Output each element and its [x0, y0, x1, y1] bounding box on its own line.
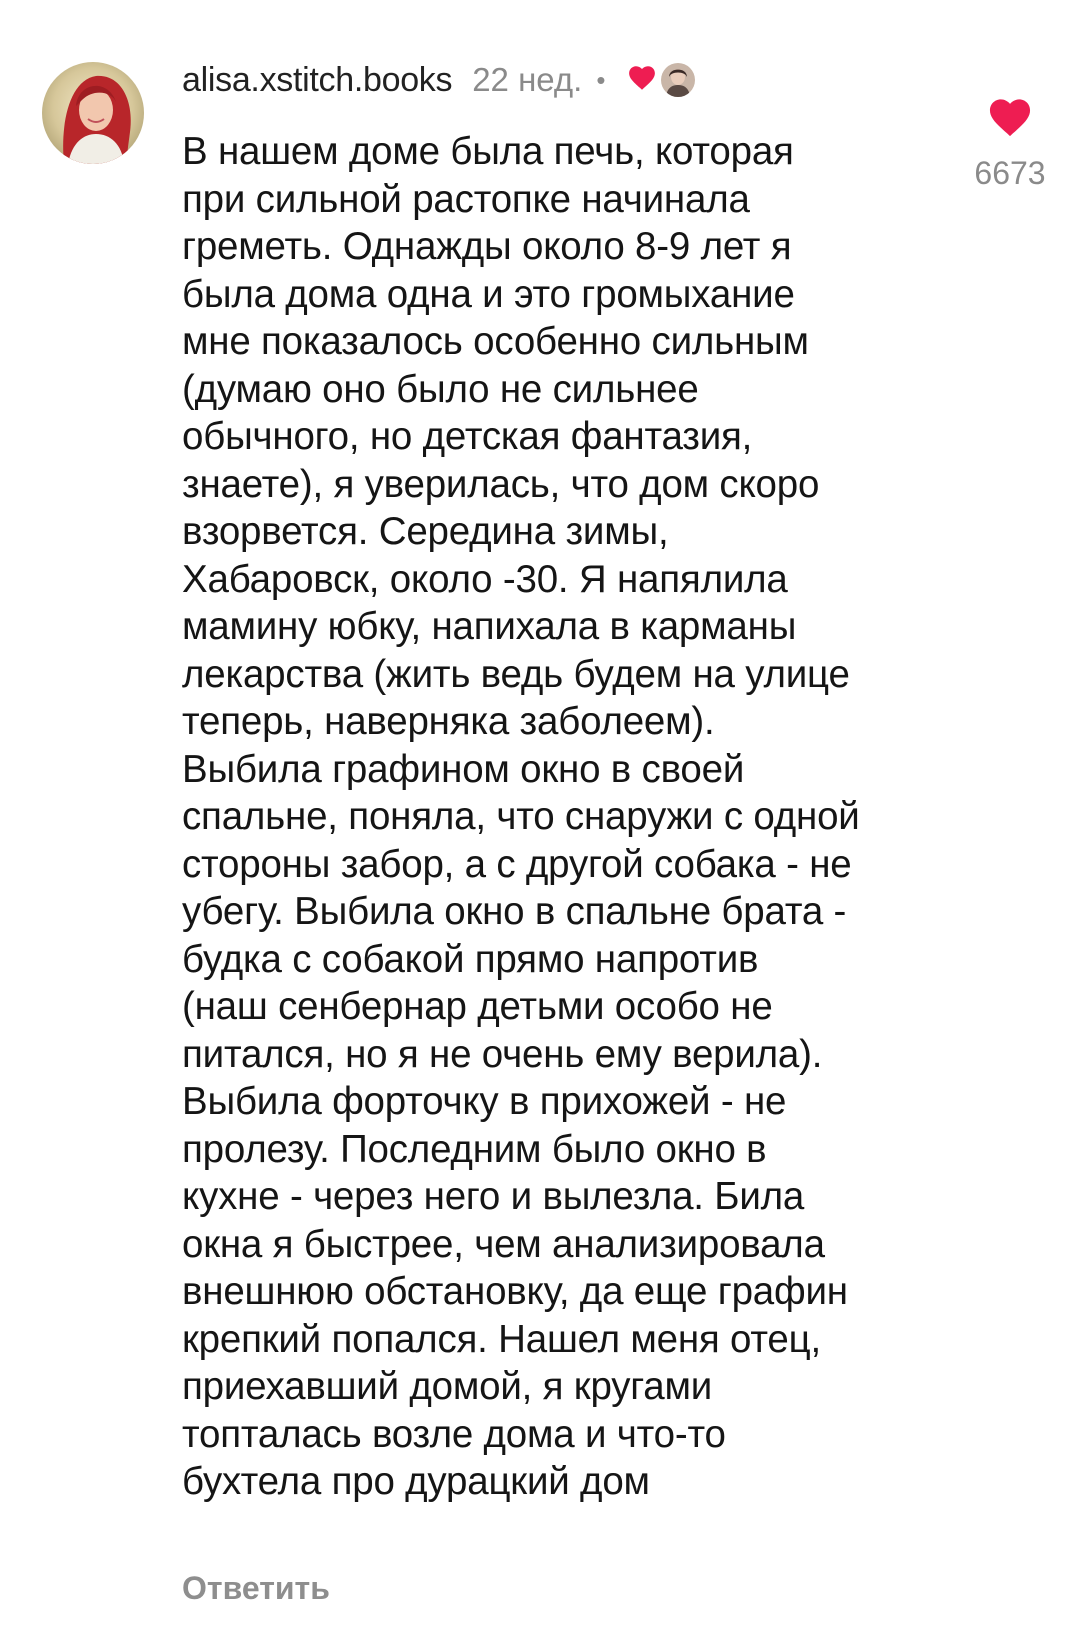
avatar[interactable]: [42, 62, 144, 164]
comment-text-line: бухтела про дурацкий дом: [182, 1460, 650, 1503]
comment-text-line: кухне - через него и вылезла. Била: [182, 1175, 805, 1218]
comment-text-line: была дома одна и это громыхание: [182, 272, 795, 316]
comment-text-line: мне показалось особенно сильным: [182, 320, 809, 363]
comment-text-line: спальне, поняла, что снаружи с одной: [182, 795, 860, 838]
comment-text-line: (думаю оно было не сильнее: [182, 367, 699, 411]
comment-text-line: греметь. Однажды около 8-9 лет я: [182, 225, 792, 268]
comment-text-line: стороны забор, а с другой собака - не: [182, 842, 852, 886]
comment-text-line: приехавший домой, я кругами: [182, 1365, 713, 1408]
comment-text-line: взорвется. Середина зимы,: [182, 510, 669, 553]
comment-text-line: знаете), я уверилась, что дом скоро: [182, 462, 820, 506]
comment-text-line: питался, но я не очень ему верила).: [182, 1032, 823, 1076]
reply-button[interactable]: Ответить: [182, 1570, 330, 1606]
comment-text-line: Хабаровск, около -30. Я напялила: [182, 557, 788, 601]
comment-text-line: пролезу. Последним было окно в: [182, 1127, 767, 1171]
comment-text-line: Выбила графином окно в своей: [182, 747, 745, 791]
comment-text-line: теперь, наверняка заболеем).: [182, 700, 715, 743]
heart-icon[interactable]: [987, 96, 1033, 143]
comment-text-line: топталась возле дома и что-то: [182, 1412, 726, 1456]
comment-text-line: (наш сенбернар детьми особо не: [182, 985, 773, 1028]
timestamp: 22 нед.: [472, 61, 583, 98]
like-count: 6673: [974, 155, 1046, 191]
comment-text-line: внешнюю обстановку, да еще графин: [182, 1270, 848, 1313]
heart-icon: [627, 64, 657, 96]
comment-text-line: при сильной растопке начинала: [182, 177, 750, 221]
comment-text-line: Выбила форточку в прихожей - не: [182, 1080, 787, 1123]
like-button[interactable]: [960, 96, 1060, 192]
separator-dot: •: [596, 64, 606, 95]
comment-text-line: окна я быстрее, чем анализировала: [182, 1222, 825, 1266]
creator-liked-badge: [627, 63, 695, 97]
comment-text-line: В нашем доме была печь, которая: [182, 130, 794, 173]
comment-text-line: будка с собакой прямо напротив: [182, 937, 759, 981]
comment-text-line: обычного, но детская фантазия,: [182, 415, 753, 458]
comment-text-line: убегу. Выбила окно в спальне брата -: [182, 890, 847, 933]
creator-avatar: [661, 63, 695, 97]
comment-text-line: лекарства (жить ведь будем на улице: [182, 652, 850, 696]
comment-text-line: крепкий попался. Нашел меня отец,: [182, 1317, 821, 1361]
comment-text-line: мамину юбку, напихала в карманы: [182, 605, 797, 648]
comment-header: [182, 56, 695, 104]
comment-text: [182, 128, 952, 1506]
username[interactable]: alisa.xstitch.books: [182, 60, 453, 99]
